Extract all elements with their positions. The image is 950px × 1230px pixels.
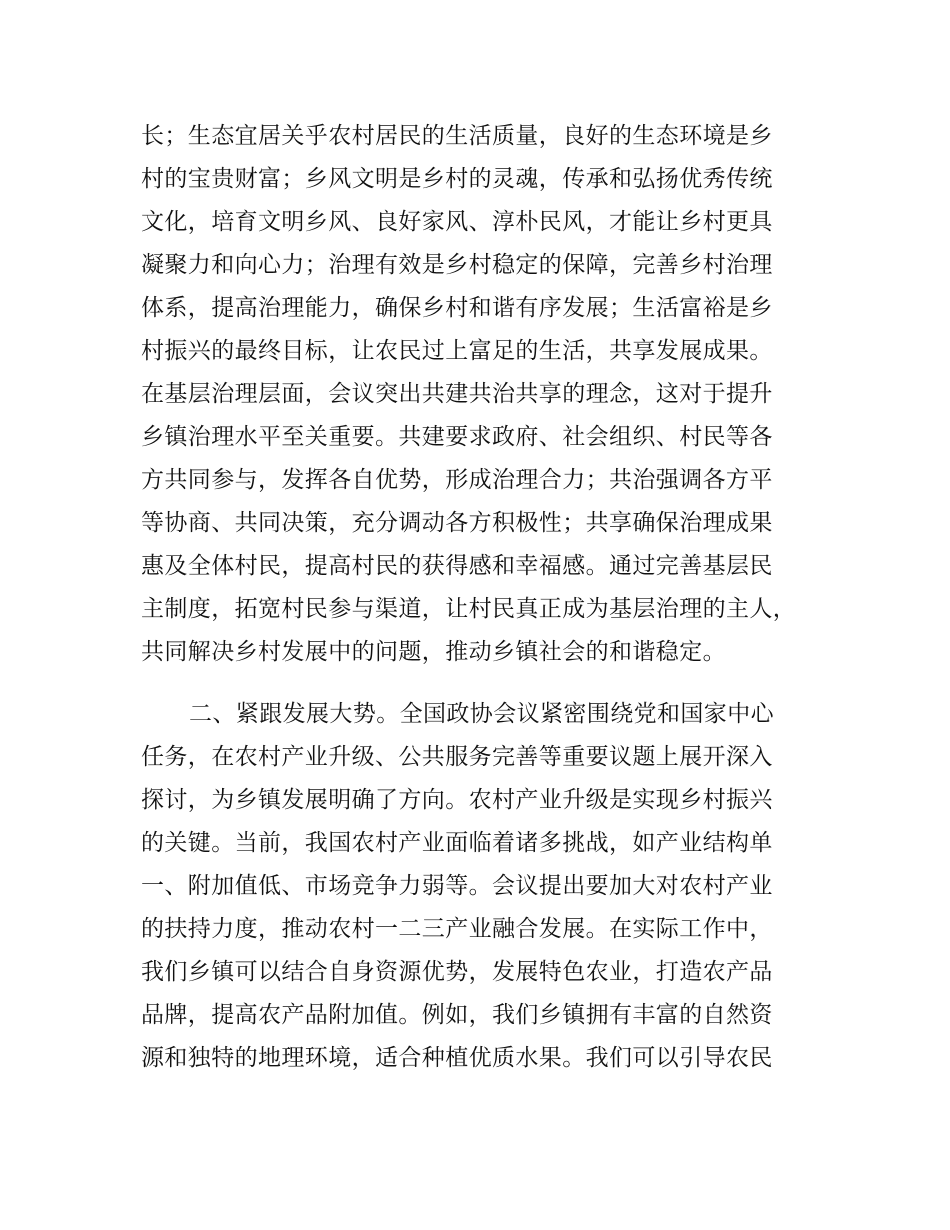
text-line: 源和独特的地理环境，适合种植优质水果。我们可以引导农民 [141,1045,773,1071]
text-line: 主制度，拓宽村民参与渠道，让村民真正成为基层治理的主人， [141,596,797,622]
text-line: 任务，在农村产业升级、公共服务完善等重要议题上展开深入 [141,744,773,770]
text-line: 我们乡镇可以结合自身资源优势，发展特色农业，打造农产品 [141,959,773,985]
paragraph-2 [141,693,841,1080]
text-line: 探讨，为乡镇发展明确了方向。农村产业升级是实现乡村振兴 [141,787,773,813]
text-line: 长；生态宜居关乎农村居民的生活质量，良好的生态环境是乡 [141,123,773,149]
text-line: 二、紧跟发展大势。全国政协会议紧密围绕党和国家中心 [189,701,774,727]
text-line: 村振兴的最终目标，让农民过上富足的生活，共享发展成果。 [141,338,773,364]
text-line: 的关键。当前，我国农村产业面临着诸多挑战，如产业结构单 [141,830,773,856]
text-line: 凝聚力和向心力；治理有效是乡村稳定的保障，完善乡村治理 [141,252,773,278]
text-line: 在基层治理层面，会议突出共建共治共享的理念，这对于提升 [141,381,773,407]
text-line: 体系，提高治理能力，确保乡村和谐有序发展；生活富裕是乡 [141,295,773,321]
paragraph-1 [141,115,841,674]
text-line: 村的宝贵财富；乡风文明是乡村的灵魂，传承和弘扬优秀传统 [141,166,773,192]
text-line: 品牌，提高农产品附加值。例如，我们乡镇拥有丰富的自然资 [141,1002,773,1028]
text-line: 共同解决乡村发展中的问题，推动乡镇社会的和谐稳定。 [141,639,726,665]
text-line: 惠及全体村民，提高村民的获得感和幸福感。通过完善基层民 [141,553,773,579]
text-line: 的扶持力度，推动农村一二三产业融合发展。在实际工作中， [141,916,773,942]
text-line: 等协商、共同决策，充分调动各方积极性；共享确保治理成果 [141,510,773,536]
text-line: 方共同参与，发挥各自优势，形成治理合力；共治强调各方平 [141,467,773,493]
text-line: 乡镇治理水平至关重要。共建要求政府、社会组织、村民等各 [141,424,773,450]
text-line: 文化，培育文明乡风、良好家风、淳朴民风，才能让乡村更具 [141,209,773,235]
text-line: 一、附加值低、市场竞争力弱等。会议提出要加大对农村产业 [141,873,773,899]
